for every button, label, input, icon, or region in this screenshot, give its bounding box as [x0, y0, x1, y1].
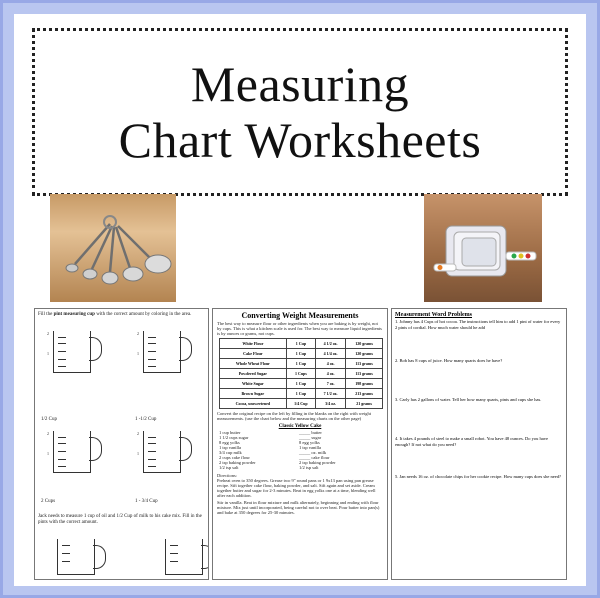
measuring-spoons-photo	[50, 194, 176, 302]
weight-table-cell: White Sugar	[220, 379, 287, 389]
pint-cup[interactable]: 2 1	[53, 331, 91, 373]
weight-table-cell: 4 1/2 oz.	[316, 339, 346, 349]
recipe-ingredient[interactable]: 8 egg yolks	[299, 440, 320, 445]
weight-table-row	[220, 399, 383, 409]
cup-caption: 1/2 Cup	[41, 417, 57, 422]
weight-table-cell: 1 Cup	[286, 349, 315, 359]
measuring-spoons-icon	[50, 194, 176, 302]
recipe-original	[219, 430, 299, 470]
pint-cup[interactable]	[165, 539, 203, 575]
weight-table-cell: 120 grams	[346, 339, 383, 349]
weight-table-cell: 113 grams	[346, 359, 383, 369]
cup-caption: 1 -1/2 Cup	[135, 417, 157, 422]
weight-table-cell: 1 Cups	[286, 369, 315, 379]
recipe-ingredient: 3/4 cup milk	[219, 450, 242, 455]
recipe-ingredient: 1 cup butter	[219, 430, 241, 435]
weight-table-cell: White Flour	[220, 339, 287, 349]
weight-table-cell: 198 grams	[346, 379, 383, 389]
weight-table-cell: 113 grams	[346, 369, 383, 379]
word-problem-item: 5. Jan needs 16 oz. of chocolate chips for her cookie recipe. How many cups does she need?	[395, 474, 561, 479]
weight-table-cell: Cake Flour	[220, 349, 287, 359]
recipe-ingredient[interactable]: _____ butter	[299, 430, 322, 435]
pint-cup[interactable]: 2 1	[53, 431, 91, 473]
directions-text: Preheat oven to 350 degrees. Grease two 9" round pans or 1 9x13 pan using pan grease recipe. Sift together cake flour, baking powder, and salt. Sift again and set aside. Cream together butter and sugar for 2-3 minutes. Beat in egg yolks one at a time, blending well after each addition.	[217, 478, 376, 498]
weight-table-row	[220, 389, 383, 399]
recipe-title: Classic Yellow Cake	[278, 424, 322, 429]
weight-table-cell: 1 Cup	[286, 379, 315, 389]
weight-table-cell: 1 Cup	[286, 339, 315, 349]
recipe-ingredient: 1 1/2 cups sugar	[219, 435, 249, 440]
recipe-ingredient[interactable]: _____ oz. milk	[299, 450, 327, 455]
weight-table-row	[220, 369, 383, 379]
weight-table-row	[220, 359, 383, 369]
weight-table-row	[220, 349, 383, 359]
recipe-ingredient: 8 egg yolks	[219, 440, 240, 445]
word-problem-item: 1. Johnny has 4 Cups of hot cocoa. The instructions tell him to add 1 pint of water for every 2 pints of cordial. How much water should he add	[395, 319, 561, 330]
weight-table-cell: 1/4 Cup	[286, 399, 315, 409]
directions-text-2: Stir in vanilla. Beat in flour mixture and milk alternately, beginning and ending with flour mixture. Mix just until incorporated, being careful not to over beat. Pour batter into pan(s) and bake at 350 degrees for 25-30 minutes.	[217, 500, 380, 515]
weight-heading: Converting Weight Measurements	[241, 311, 359, 320]
recipe-ingredient[interactable]: _____ cake flour	[299, 455, 330, 460]
weight-table	[219, 338, 383, 409]
measuring-cups-icon	[424, 194, 542, 302]
recipe-ingredient[interactable]: 1 tsp vanilla	[299, 445, 321, 450]
title-line-1: Measuring	[190, 56, 410, 112]
recipe-ingredient: 1 tsp vanilla	[219, 445, 241, 450]
worksheet-page-pint-cups	[34, 308, 209, 580]
recipe-ingredient: 1/2 tsp salt	[219, 465, 239, 470]
weight-table-cell: 120 grams	[346, 349, 383, 359]
convert-note: Convert the original recipe on the left by filling in the blanks on the right with weight measurements. (use the chart below and the measuring charts on the other page)	[217, 411, 371, 421]
recipe-ingredient[interactable]: 2 tsp baking powder	[299, 460, 336, 465]
title-box	[32, 28, 568, 196]
measuring-cups-photo	[424, 194, 542, 302]
weight-table-cell: 21 grams	[346, 399, 383, 409]
weight-table-cell: Cocoa, unsweetened	[220, 399, 287, 409]
word-problem-item: 4. It takes 4 pounds of steel to make a small robot. You have 48 ounces. Do you have enough? If not what do you need?	[395, 436, 548, 447]
recipe-ingredient[interactable]: _____ sugar	[299, 435, 322, 440]
worksheet-page-word-problems	[391, 308, 567, 580]
weight-table-cell: 3/4 oz.	[316, 399, 346, 409]
weight-table-cell: 213 grams	[346, 389, 383, 399]
pint-instruction: Fill the pint measuring cup with the correct amount by coloring in the area.	[38, 312, 192, 317]
cup-caption: 1 - 3/4 Cup	[135, 499, 158, 504]
weight-table-cell: 4 1/4 oz.	[316, 349, 346, 359]
pint-cup[interactable]	[57, 539, 95, 575]
word-problem-item: 2. Bob has 8 cups of juice. How many quarts does he have?	[395, 358, 503, 363]
recipe-ingredient: 2 cups cake flour	[219, 455, 250, 460]
weight-table-cell: 1 Cup	[286, 389, 315, 399]
worksheet-page-weight	[212, 308, 388, 580]
pint-cup[interactable]: 2 1	[143, 331, 181, 373]
jack-word-problem: Jack needs to measure 1 cup of oil and 1/2 Cup of milk to his cake mix. Fill in the pints with the correct amount.	[38, 514, 202, 525]
directions-label: Directions:	[217, 473, 237, 478]
weight-table-cell: 4 oz.	[316, 369, 346, 379]
content-area	[14, 14, 586, 586]
weight-table-cell: 4 oz.	[316, 359, 346, 369]
weight-table-cell: Powdered Sugar	[220, 369, 287, 379]
weight-intro: The best way to measure flour or other ingredients when you are baking is by weight, not by cups. This is what a kitchen scale is used for. The best way to measure liquid ingredients is by ounces or grams, not cups.	[217, 321, 382, 336]
title-line-2: Chart Worksheets	[118, 112, 482, 168]
recipe-ingredient[interactable]: 1/2 tsp salt	[299, 465, 319, 470]
weight-table-cell: Brown Sugar	[220, 389, 287, 399]
weight-table-row	[220, 339, 383, 349]
word-problem-item: 3. Carly has 2 gallons of water. Tell her how many quarts, pints and cups she has.	[395, 397, 542, 402]
weight-table-cell: 1 Cup	[286, 359, 315, 369]
weight-table-cell: 7 1/2 oz.	[316, 389, 346, 399]
pint-cup[interactable]: 2 1	[143, 431, 181, 473]
cup-caption: 2 Cups	[41, 499, 56, 504]
recipe-converted	[299, 430, 379, 470]
word-problems-heading: Measurement Word Problems	[395, 312, 472, 318]
weight-table-cell: 7 oz.	[316, 379, 346, 389]
recipe-ingredient: 2 tsp baking powder	[219, 460, 256, 465]
weight-table-row	[220, 379, 383, 389]
weight-table-cell: Whole Wheat Flour	[220, 359, 287, 369]
